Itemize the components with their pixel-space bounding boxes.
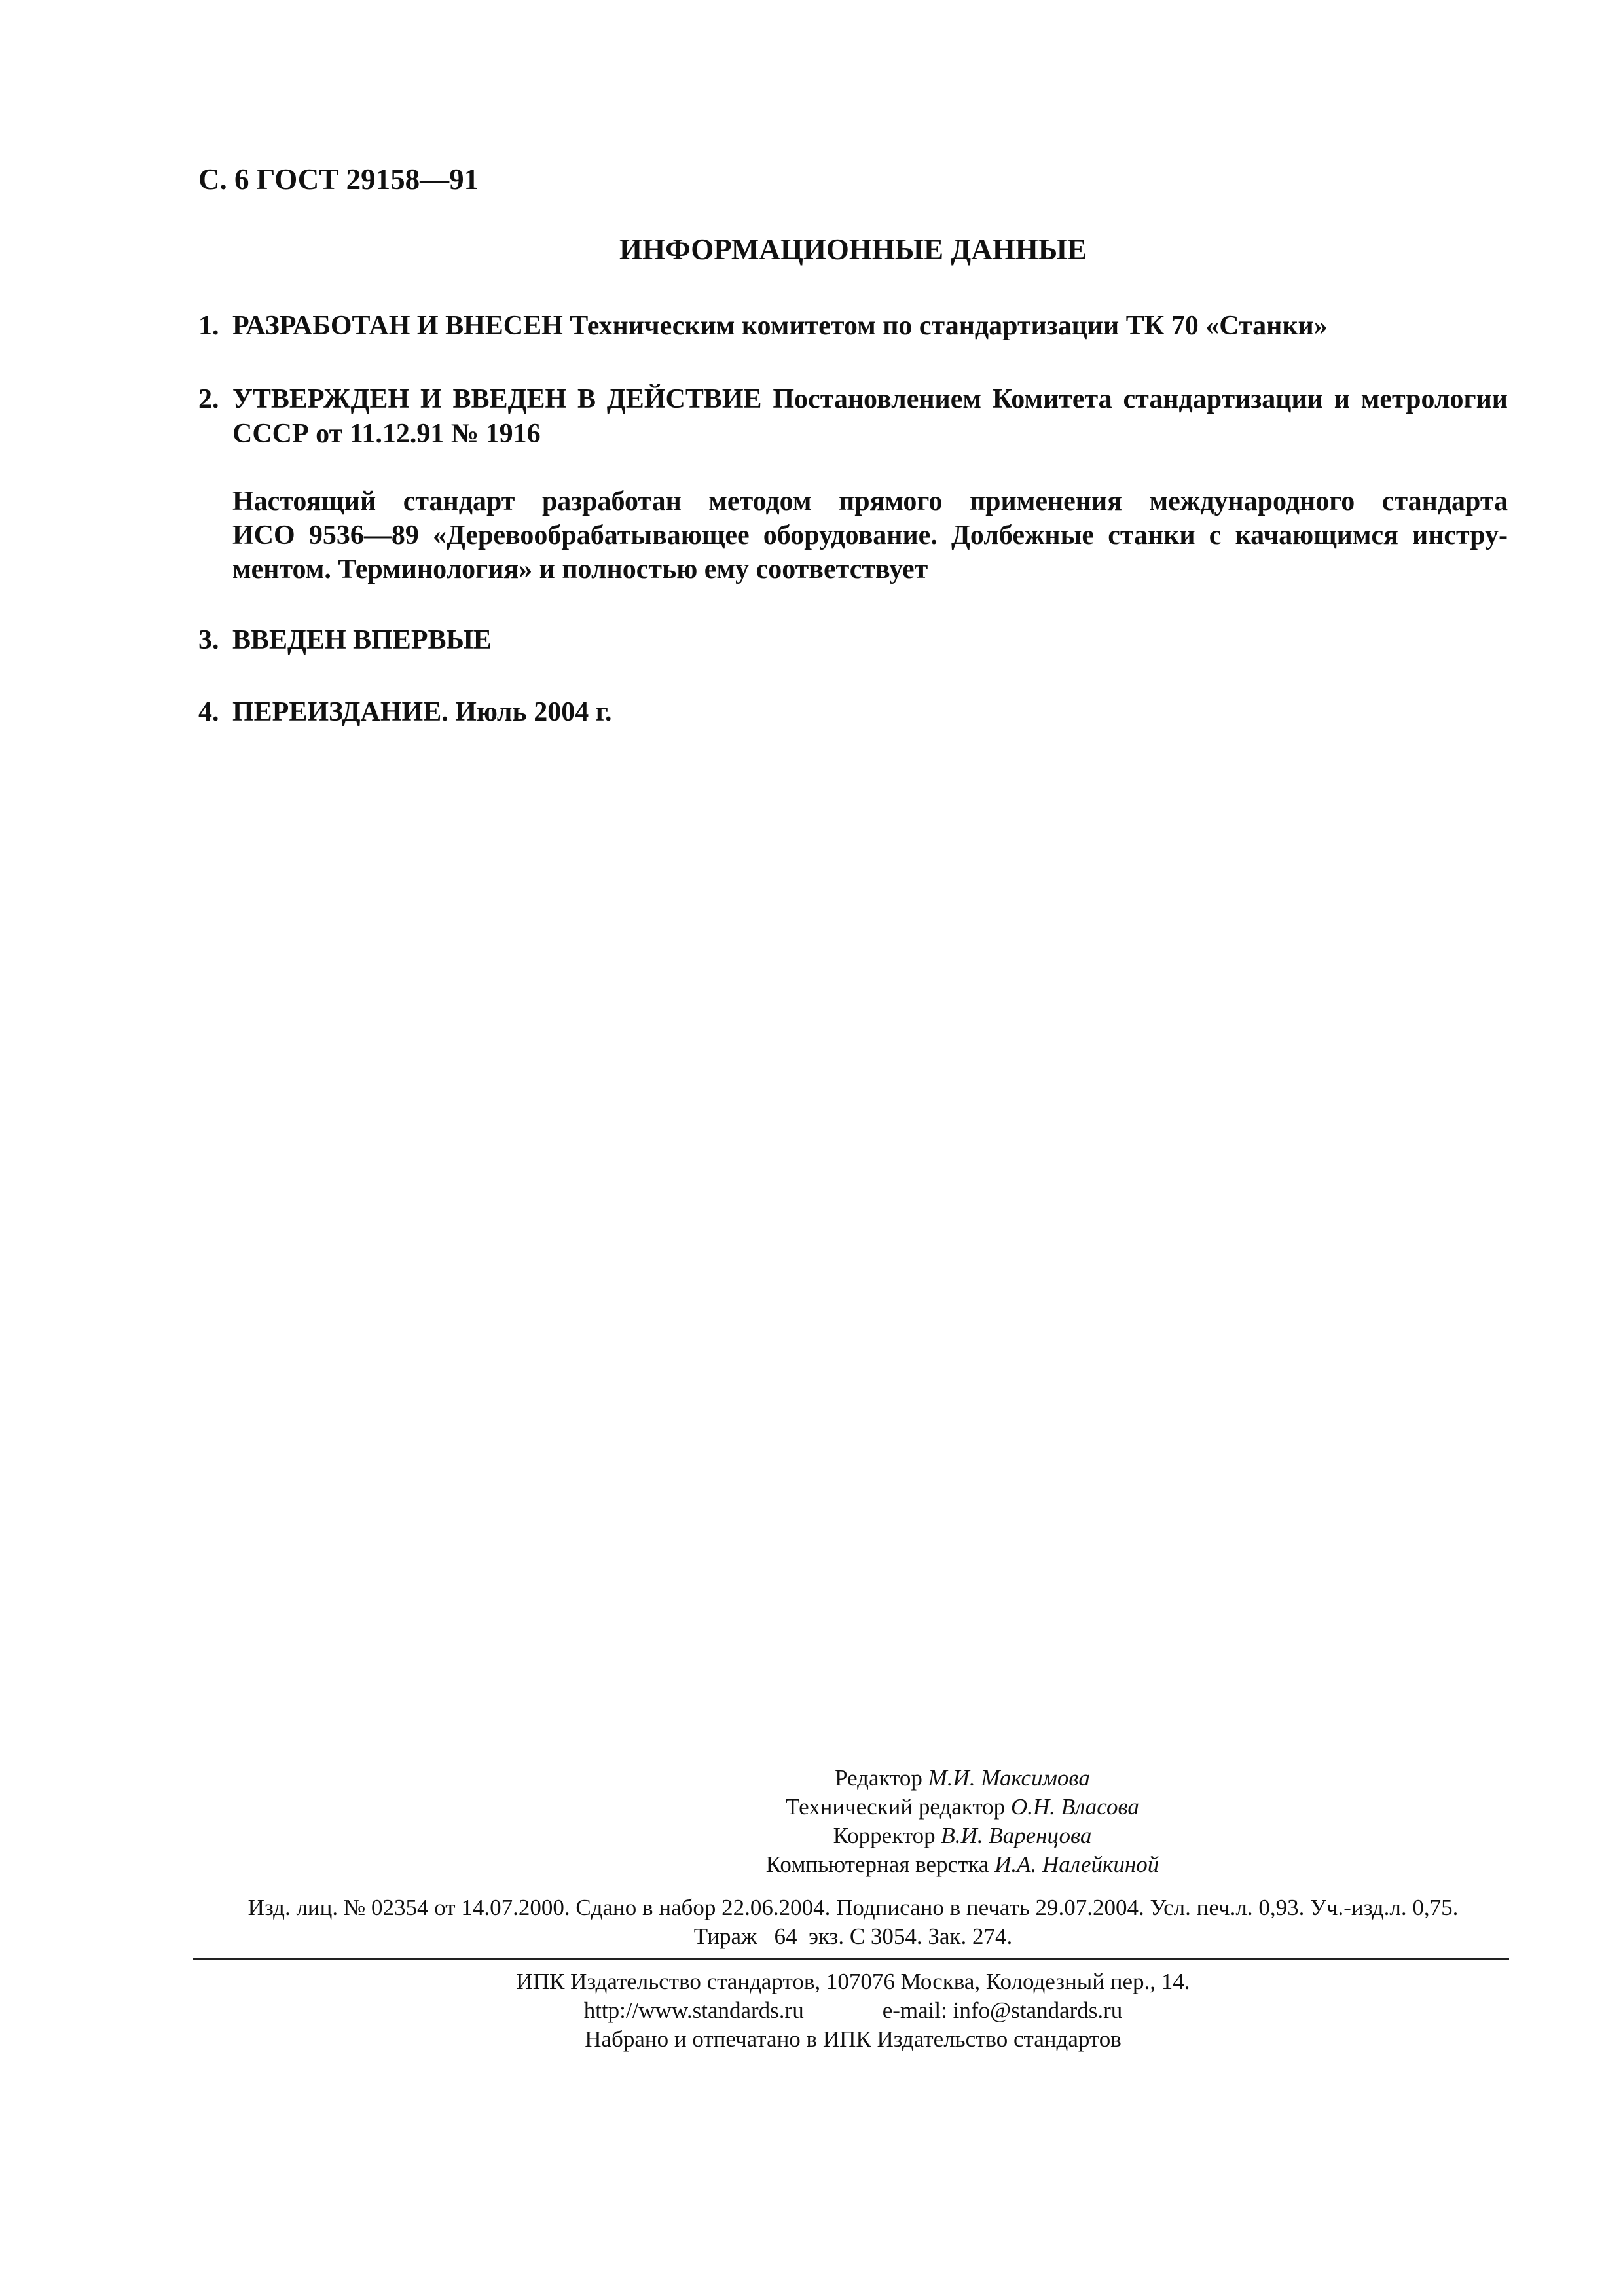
item-text: РАЗРАБОТАН И ВНЕСЕН Техническим комитетом по стандартизации ТК 70 «Станки»: [232, 311, 1328, 341]
contacts-line: [198, 1996, 1508, 2025]
item-number: 1.: [198, 311, 219, 341]
printed-by: Набрано и отпечатано в ИПК Издательство стандартов: [585, 2026, 1122, 2052]
credit-name: О.Н. Власова: [1010, 1794, 1139, 1820]
list-item: [198, 623, 1508, 658]
note-line: ИСО 9536—89 «Деревообрабатывающее оборудование. Долбежные станки с качающимся инстру-: [232, 520, 1508, 550]
item-number: 3.: [198, 625, 219, 655]
publication-info: [198, 1893, 1508, 1951]
credit-corrector: [576, 1821, 1349, 1850]
credit-role: Технический редактор: [786, 1794, 1006, 1820]
credit-layout: [576, 1850, 1349, 1879]
imprint-block: [198, 1967, 1508, 2054]
list-item: [198, 382, 1508, 452]
credit-name: И.А. Налейкиной: [994, 1852, 1159, 1877]
note-line: Настоящий стандарт разработан методом прямого применения международного стандарта: [232, 486, 1508, 516]
website-link[interactable]: http://www.standards.ru: [583, 1998, 804, 2023]
page-header: С. 6 ГОСТ 29158—91: [198, 163, 479, 196]
credit-tech-editor: [576, 1793, 1349, 1821]
item-text: ВВЕДЕН ВПЕРВЫЕ: [232, 625, 492, 655]
item-number: 2.: [198, 384, 219, 414]
publisher-address: ИПК Издательство стандартов, 107076 Москва, Колодезный пер., 14.: [516, 1969, 1190, 1994]
note-line: ментом. Терминология» и полностью ему соответствует: [232, 554, 928, 584]
credit-role: Компьютерная верстка: [765, 1852, 989, 1877]
credit-editor: [576, 1764, 1349, 1793]
list-item: [198, 695, 1508, 730]
email-link[interactable]: e-mail: info@standards.ru: [882, 1998, 1123, 2023]
list-item: [198, 309, 1508, 344]
credit-name: М.И. Максимова: [928, 1765, 1090, 1791]
credit-role: Корректор: [833, 1823, 936, 1848]
divider: [193, 1958, 1509, 1960]
section-title: ИНФОРМАЦИОННЫЕ ДАННЫЕ: [619, 233, 1087, 266]
pubinfo-line: Тираж 64 экз. С 3054. Зак. 274.: [693, 1924, 1013, 1949]
item-number: 4.: [198, 697, 219, 727]
credit-name: В.И. Варенцова: [941, 1823, 1092, 1848]
credit-role: Редактор: [835, 1765, 922, 1791]
credits-block: [576, 1764, 1349, 1879]
standard-note: [232, 484, 1508, 586]
pubinfo-line: Изд. лиц. № 02354 от 14.07.2000. Сдано в набор 22.06.2004. Подписано в печать 29.07.2004. Усл. печ.л. 0,93. Уч.-изд.л. 0,75.: [247, 1895, 1459, 1920]
item-text: УТВЕРЖДЕН И ВВЕДЕН В ДЕЙСТВИЕ Постановлением Комитета стандартизации и метрологии СССР от 11.12.91 № 1916: [232, 384, 1508, 449]
item-text: ПЕРЕИЗДАНИЕ. Июль 2004 г.: [232, 697, 612, 727]
